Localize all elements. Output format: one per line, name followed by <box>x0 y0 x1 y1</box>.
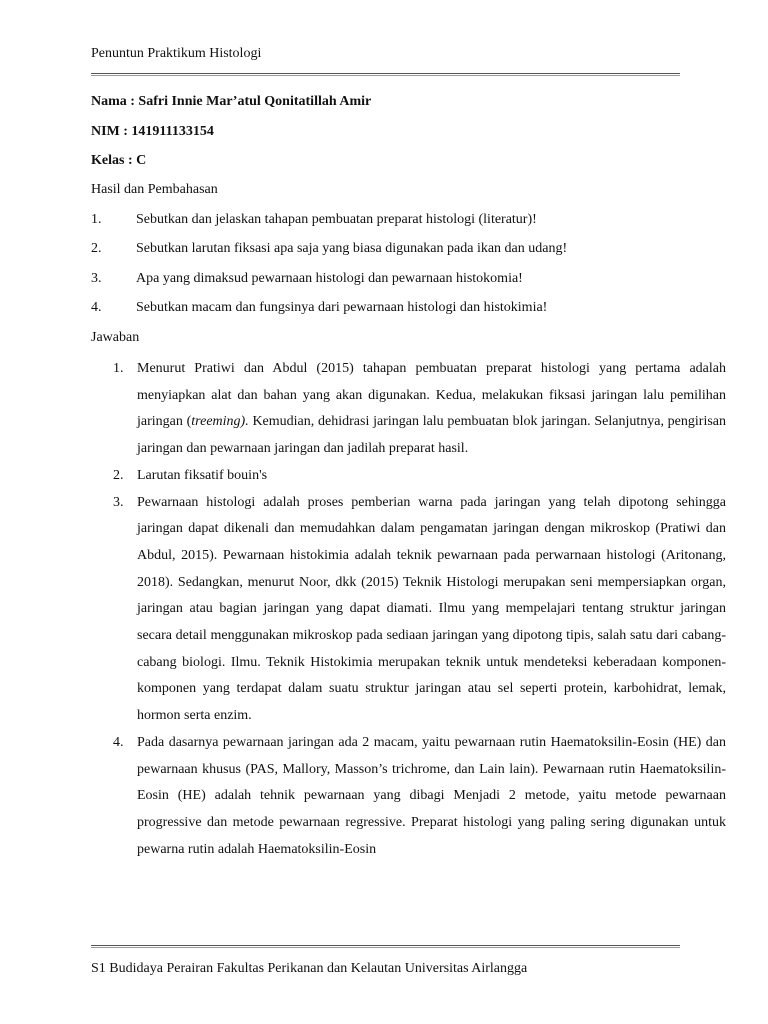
answer-number: 3. <box>113 494 124 510</box>
answer-number: 4. <box>113 734 124 750</box>
answer-item <box>113 356 727 463</box>
answer-text: Pewarnaan histologi adalah proses pemberian warna pada jaringan yang telah dipotong sehingga jaringan dapat dikenali dan memudahkan dalam pengamatan jaringan dengan mikroskop (Pratiwi dan Abdul, 2015). Pewarnaan histokimia adalah teknik pewarnaan pada perwarnaan histologi (Aritonang, 2018). Sedangkan, menurut Noor, dkk (2015) Teknik Histologi merupakan seni mempersiapkan organ, jaringan atau bagian jaringan yang dapat diamati. Ilmu yang mempelajari tentang struktur jaringan secara detail menggunakan mikroskop pada sediaan jaringan yang dipotong tipis, salah satu dari cabang-cabang biologi. Ilmu. Teknik Histokimia merupakan teknik untuk mendeteksi keberadaan komponen-komponen yang terdapat dalam suatu struktur jaringan atau sel seperti protein, karbohidrat, lemak, hormon serta enzim. <box>137 494 726 724</box>
question-text: Sebutkan macam dan fungsinya dari pewarnaan histologi dan histokimia! <box>136 300 548 315</box>
question-number: 1. <box>91 212 102 227</box>
section-title: Hasil dan Pembahasan <box>91 182 218 197</box>
header-rule <box>91 73 680 74</box>
answer-text: Larutan fiksatif bouin's <box>137 467 268 483</box>
answer-list <box>91 356 726 863</box>
answer-italic-term: treeming). <box>191 414 249 430</box>
answers-title: Jawaban <box>91 330 140 345</box>
student-class: Kelas : C <box>91 153 147 168</box>
question-text: Sebutkan larutan fiksasi apa saja yang biasa digunakan pada ikan dan udang! <box>136 241 568 256</box>
footer-rule <box>91 945 680 946</box>
answer-text-part: Menurut Pratiwi dan Abdul (2015) tahapan pembuatan preparat histologi yang pertama adalah menyiapkan alat dan bahan yang akan digunakan. Kedua, melakukan fiksasi jaringan lalu pemilihan jaringan ( <box>137 361 726 430</box>
question-number: 4. <box>91 300 102 315</box>
answer-text-part: Kemudian, dehidrasi jaringan lalu pembuatan blok jaringan. Selanjutnya, pengirisan jaringan dan pewarnaan jaringan dan jadilah preparat hasil. <box>137 414 727 457</box>
running-header: Penuntun Praktikum Histologi <box>91 46 262 61</box>
student-name: Nama : Safri Innie Mar’atul Qonitatillah Amir <box>91 94 372 109</box>
answer-number: 2. <box>113 467 124 483</box>
running-footer: S1 Budidaya Perairan Fakultas Perikanan dan Kelautan Universitas Airlangga <box>91 961 528 976</box>
answer-item <box>113 463 726 490</box>
answer-item <box>113 490 726 730</box>
answer-number: 1. <box>113 361 124 376</box>
student-nim: NIM : 141911133154 <box>91 124 214 139</box>
question-number: 2. <box>91 241 102 256</box>
answer-text: Pada dasarnya pewarnaan jaringan ada 2 macam, yaitu pewarnaan rutin Haematoksilin-Eosin (HE) dan pewarnaan khusus (PAS, Mallory, Masson’s trichrome, dan Lain lain). Pewarnaan rutin Haematoksilin-Eosin (HE) adalah tehnik pewarnaan yang dibagi Menjadi 2 metode, yaitu metode pewarnaan progressive dan metode pewarnaan regressive. Preparat histologi yang paling sering digunakan untuk pewarna rutin adalah Haematoksilin-Eosin <box>137 734 726 857</box>
answer-item <box>113 730 726 864</box>
question-text: Sebutkan dan jelaskan tahapan pembuatan preparat histologi (literatur)! <box>136 212 537 227</box>
question-text: Apa yang dimaksud pewarnaan histologi dan pewarnaan histokomia! <box>136 271 523 286</box>
question-number: 3. <box>91 271 102 286</box>
